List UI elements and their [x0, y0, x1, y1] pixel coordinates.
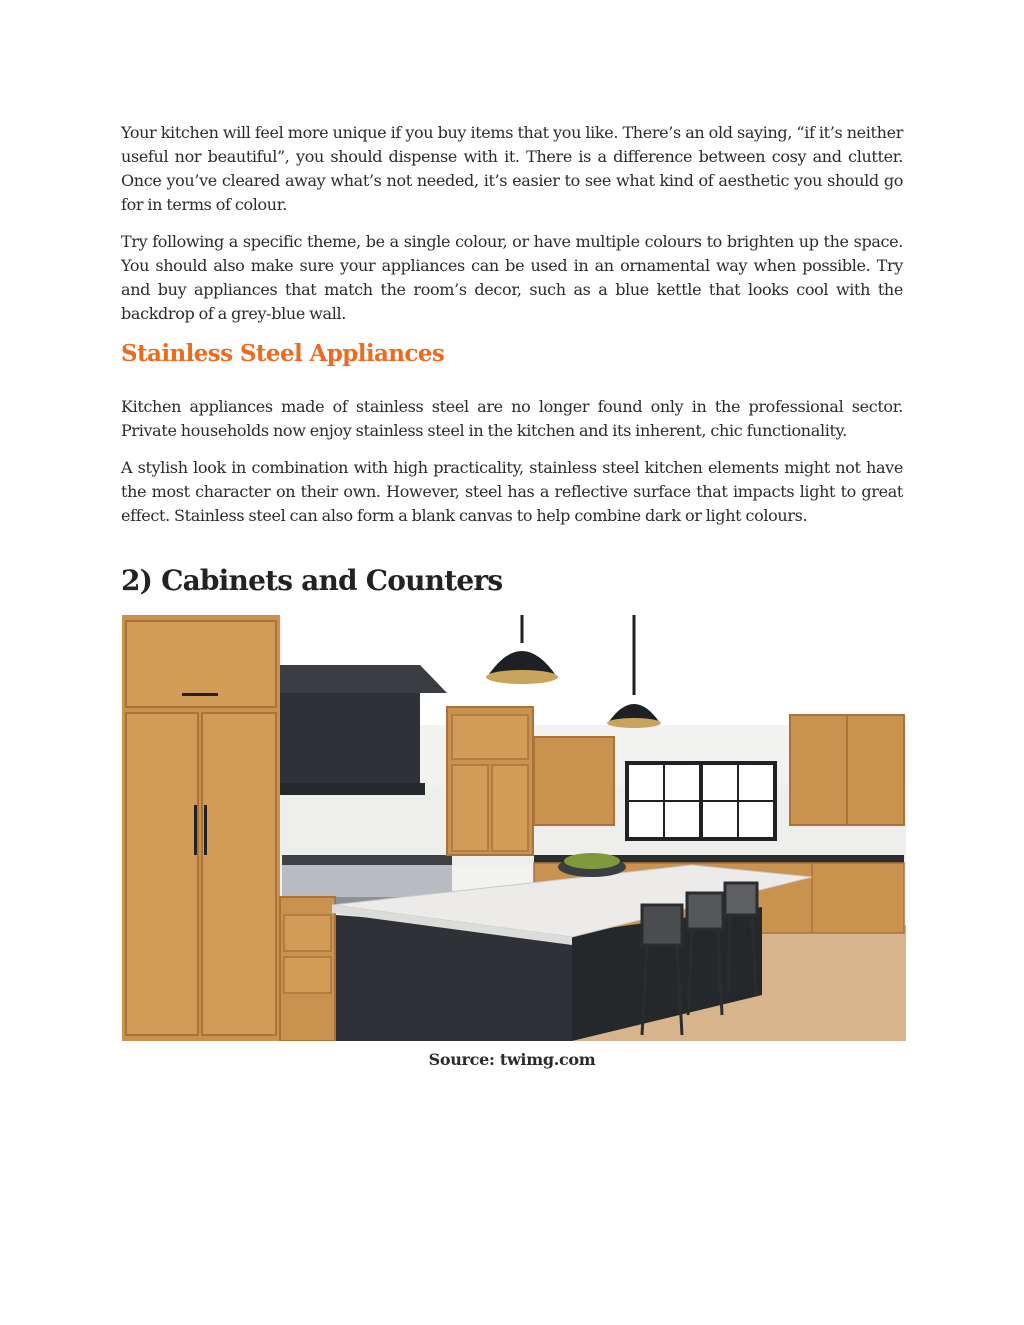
intro-paragraph-1: Your kitchen will feel more unique if you buy items that you like. There’s an old saying, “if it’s neither useful nor beautiful”, you should dispense with it. There is a difference between cosy and clutter. Once you’ve cleared away what’s not needed, it’s easier to see what kind of aesthetic you should go for in terms of colour. — [121, 123, 903, 214]
heading-cabinets-counters: 2) Cabinets and Counters — [121, 564, 503, 597]
intro-paragraph-2: Try following a specific theme, be a single colour, or have multiple colours to brighten up the space. You should also make sure your appliances can be used in an ornamental way when possible. Try and buy appliances that match the room’s decor, such as a blue kettle that looks cool with the backdrop of a grey-blue wall. — [121, 232, 903, 323]
section-paragraph-2: A stylish look in combination with high practicality, stainless steel kitchen elements might not have the most character on their own. However, steel has a reflective surface that impacts light to great effect. Stainless steel can also form a blank canvas to help combine dark or light colours. — [121, 458, 903, 525]
figure-caption: Source: twimg.com — [428, 1050, 596, 1069]
page-content — [121, 121, 903, 1069]
kitchen-photo — [122, 615, 906, 1041]
section-title-stainless-steel: Stainless Steel Appliances — [121, 340, 445, 367]
section-paragraph-1: Kitchen appliances made of stainless steel are no longer found only in the professional sector. Private households now enjoy stainless steel in the kitchen and its inherent, chic functionality. — [121, 397, 903, 440]
